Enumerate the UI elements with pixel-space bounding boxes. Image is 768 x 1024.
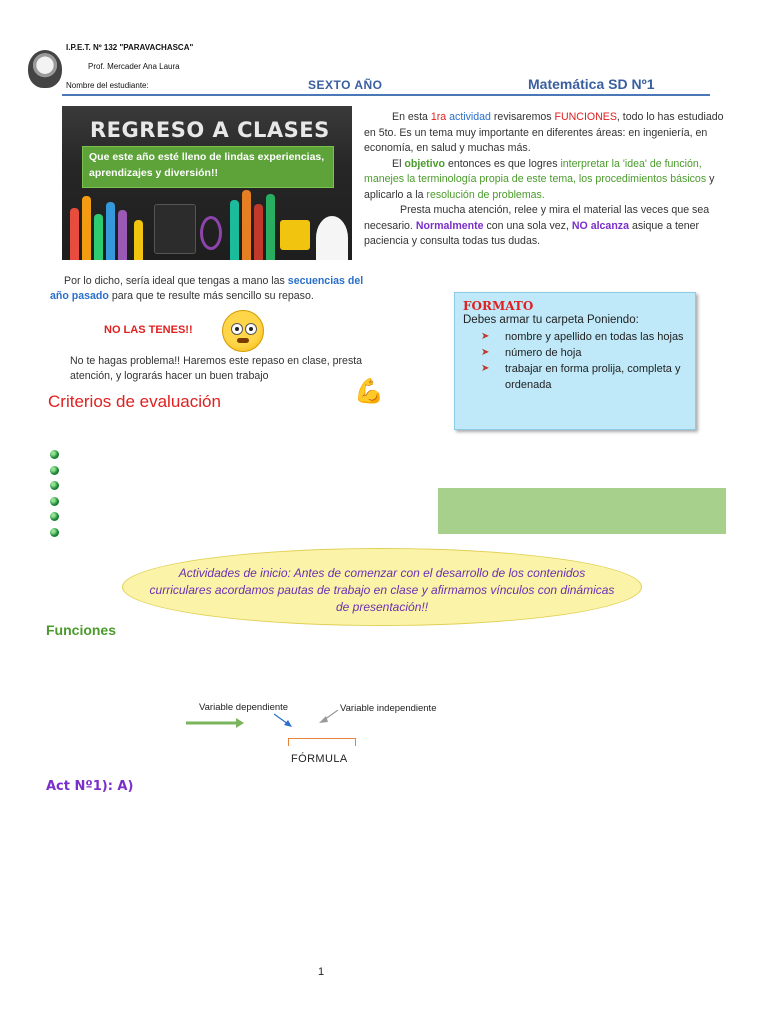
teacher-name: Prof. Mercader Ana Laura [88,62,180,71]
page-number: 1 [318,966,325,978]
student-name-label: Nombre del estudiante: [66,81,149,90]
course-year: SEXTO AÑO [308,78,383,92]
flushed-face-icon [222,310,264,352]
formato-item: ➤ trabajar en forma prolija, completa y ordenada [481,361,687,393]
marker-icon [134,220,143,260]
formato-item: ➤ número de hoja [481,345,687,361]
activity-title: Act Nº1): A) [46,779,134,794]
intro-paragraph-1: En esta 1ra actividad revisaremos FUNCIONES, todo lo has estudiado en 5to. Es un tema muy importante en diferentes áreas: en ingeniería, en economía, en salud y muchas más. [364,111,724,154]
scissors-icon [200,216,222,250]
header-divider [62,94,710,96]
pencil-icon [266,194,275,260]
globe-bullet-icon [50,528,59,537]
banner-title: REGRESO A CLASES [90,118,330,142]
variable-dependiente-label: Variable dependiente [199,702,289,713]
intro-text [364,110,726,250]
criteria-bullets [50,450,59,544]
subject-title: Matemática SD Nº1 [528,76,655,92]
previous-year-note: Por lo dicho, sería ideal que tengas a mano las secuencias del año pasado para que te resulte más sencillo su repaso. [50,275,364,302]
pencil-icon [106,202,115,260]
pencil-icon [82,196,91,260]
globe-bullet-icon [50,466,59,475]
pencil-icon [242,190,251,260]
pencil-icon [94,214,103,260]
number-blocks-icon [280,220,310,250]
pencil-icon [254,204,263,260]
calculator-icon [154,204,196,254]
letter-cards-icon [316,216,348,260]
green-text-box [438,488,726,534]
formula-bracket [288,738,356,746]
formato-box [454,292,696,430]
variable-independiente-label: Variable independiente [340,703,437,714]
globe-bullet-icon [50,497,59,506]
intro-paragraph-2: El objetivo entonces es que logres interpretar la 'idea' de función, manejes la terminología propia de este tema, los procedimientos básicos y aplicarlo a la resolución de problemas. [364,157,715,201]
blue-arrow-icon [274,714,292,727]
pencil-icon [230,200,239,260]
globe-bullet-icon [50,512,59,521]
formato-lead: Debes armar tu carpeta Poniendo: [463,314,639,326]
criterios-title: Criterios de evaluación [48,392,221,411]
gray-arrow-icon [319,710,338,723]
pencil-icon [70,208,79,260]
diagram-arrows [180,710,380,740]
back-to-school-banner [62,106,352,260]
inicio-activities-text: Actividades de inicio: Antes de comenzar con el desarrollo de los contenidos curriculares acordamos pautas de trabajo en clase y afirmamos vínculos con dinámicas de presentación!! [149,566,615,614]
globe-bullet-icon [50,481,59,490]
globe-bullet-icon [50,450,59,459]
formato-list [481,329,687,393]
formato-item: ➤ nombre y apellido en todas las hojas [481,329,687,345]
pencil-icon [118,210,127,260]
banner-message: Que este año esté lleno de lindas experiencias, aprendizajes y diversión!! [82,146,334,188]
funciones-title: Funciones [46,622,117,638]
school-name: I.P.E.T. Nº 132 "PARAVACHASCA" [66,43,194,52]
no-las-tenes: NO LAS TENES!! [104,324,193,336]
intro-paragraph-3: Presta mucha atención, relee y mira el material las veces que sea necesario. Normalmente con una sola vez, NO alcanza asique a tener paciencia y consulta todas tus dudas. [364,204,710,247]
formula-label: FÓRMULA [291,753,348,765]
school-logo [28,50,62,88]
flexed-bicep-icon: 💪 [354,378,384,405]
reassurance-text: No te hagas problema!! Haremos este repaso en clase, presta atención, y lograrás hacer un buen trabajo [70,355,363,382]
formato-title: FORMATO [463,299,534,313]
green-arrow-icon [186,718,244,728]
